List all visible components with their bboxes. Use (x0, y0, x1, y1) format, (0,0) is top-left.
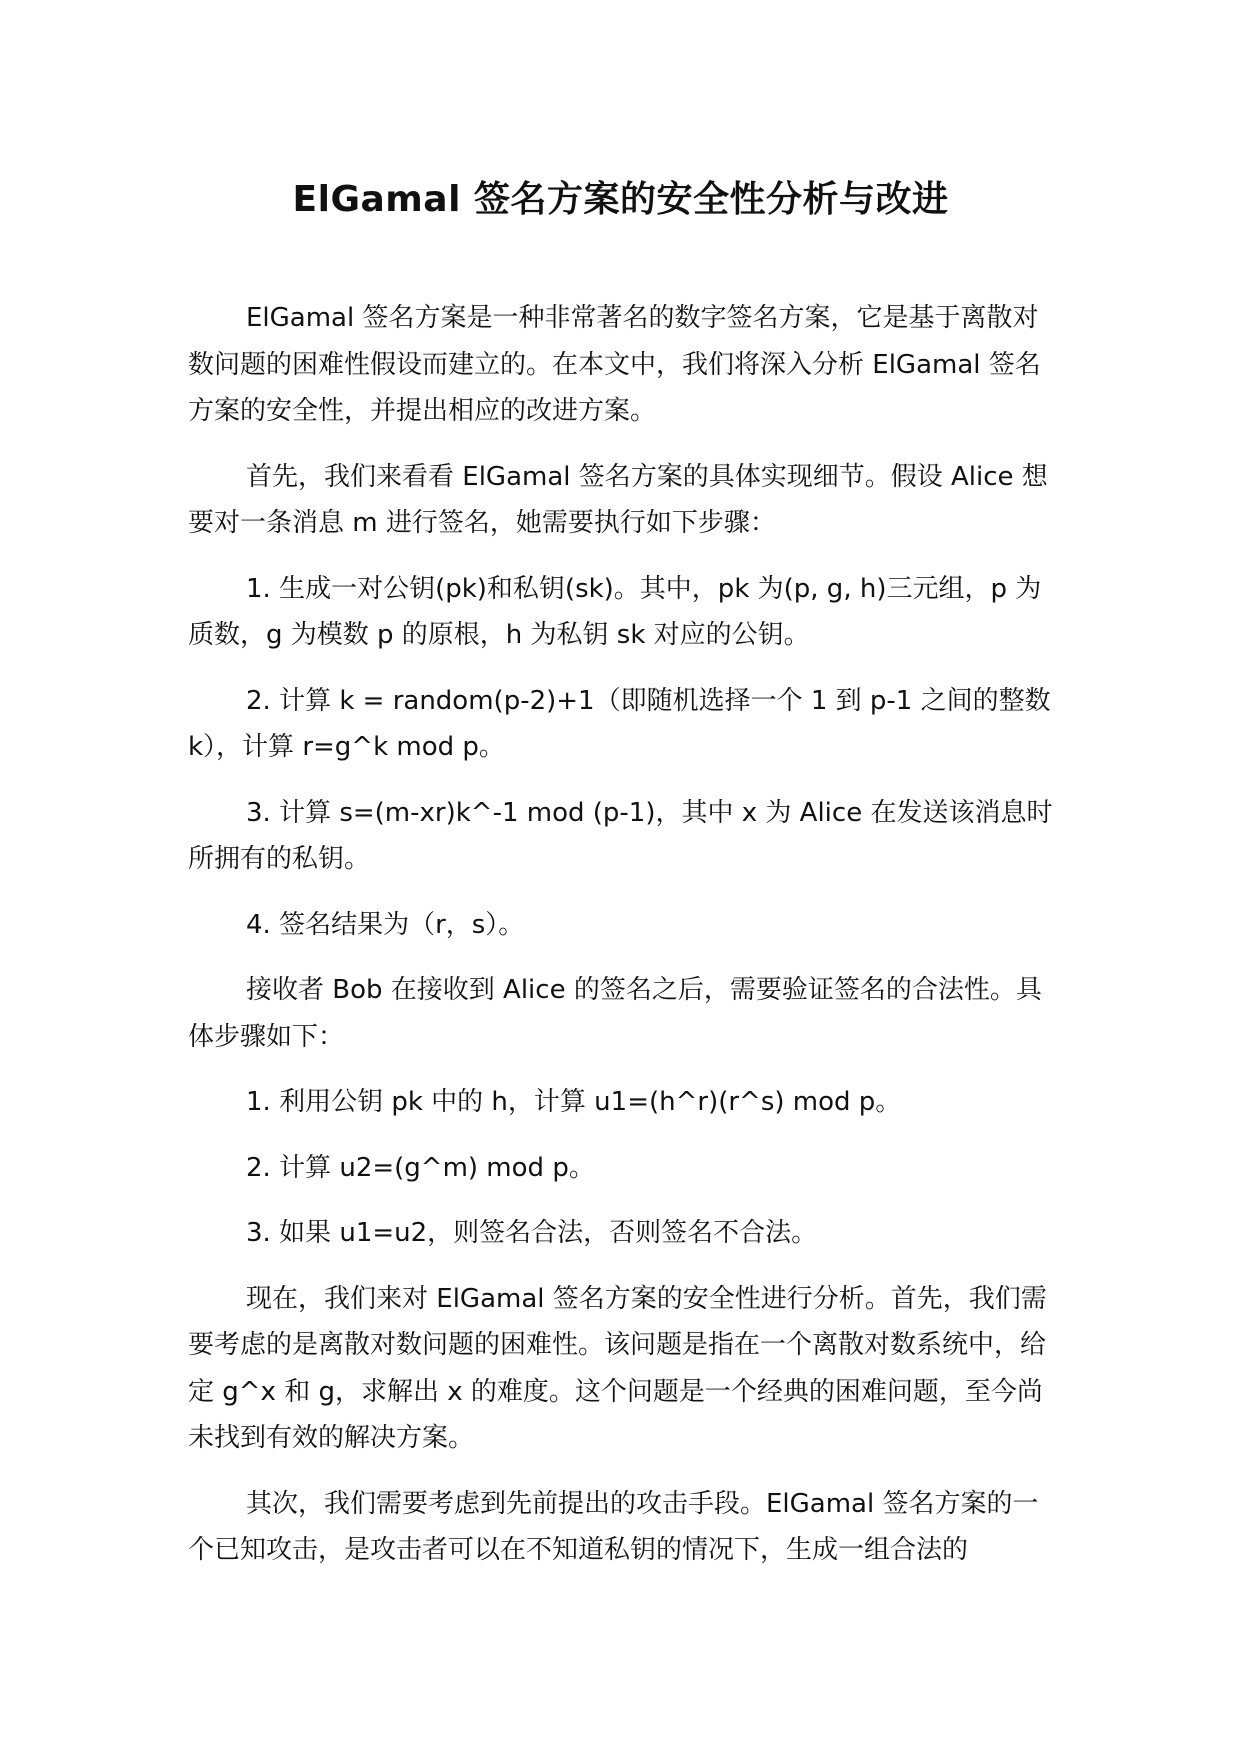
paragraph-intro: ElGamal 签名方案是一种非常著名的数字签名方案，它是基于离散对数问题的困难性假设而建立的。在本文中，我们将深入分析 ElGamal 签名方案的安全性，并提出相应的改进方案。 (188, 303, 1041, 426)
sign-step-4: 4. 签名结果为（r，s）。 (246, 909, 525, 940)
verify-step-1: 1. 利用公钥 pk 中的 h，计算 u1=(h^r)(r^s) mod p。 (246, 1087, 902, 1117)
verify-step-2: 2. 计算 u2=(g^m) mod p。 (246, 1152, 595, 1183)
sign-step-2: 2. 计算 k = random(p-2)+1（即随机选择一个 1 到 p-1 之间的整数 k），计算 r=g^k mod p。 (188, 685, 1051, 762)
verify-step-3: 3. 如果 u1=u2，则签名合法，否则签名不合法。 (246, 1218, 818, 1248)
paragraph-verification: 接收者 Bob 在接收到 Alice 的签名之后，需要验证签名的合法性。具体步骤如下： (188, 975, 1042, 1052)
document-title: ElGamal 签名方案的安全性分析与改进 (292, 179, 949, 220)
document-body (188, 295, 1058, 1593)
paragraph-security-analysis: 现在，我们来对 ElGamal 签名方案的安全性进行分析。首先，我们需要考虑的是离散对数问题的困难性。该问题是指在一个离散对数系统中，给定 g^x 和 g，求解出 x 的难度。这个问题是一个经典的困难问题，至今尚未找到有效的解决方案。 (188, 1283, 1047, 1453)
paragraph-implementation: 首先，我们来看看 ElGamal 签名方案的具体实现细节。假设 Alice 想要对一条消息 m 进行签名，她需要执行如下步骤： (188, 461, 1048, 538)
sign-step-3: 3. 计算 s=(m-xr)k^-1 mod (p-1)，其中 x 为 Alice 在发送该消息时所拥有的私钥。 (188, 797, 1053, 874)
paragraph-attacks: 其次，我们需要考虑到先前提出的攻击手段。ElGamal 签名方案的一个已知攻击，是攻击者可以在不知道私钥的情况下，生成一组合法的 (188, 1488, 1039, 1565)
sign-step-1: 1. 生成一对公钥(pk)和私钥(sk)。其中，pk 为(p, g, h)三元组，p 为质数，g 为模数 p 的原根，h 为私钥 sk 对应的公钥。 (188, 573, 1042, 650)
